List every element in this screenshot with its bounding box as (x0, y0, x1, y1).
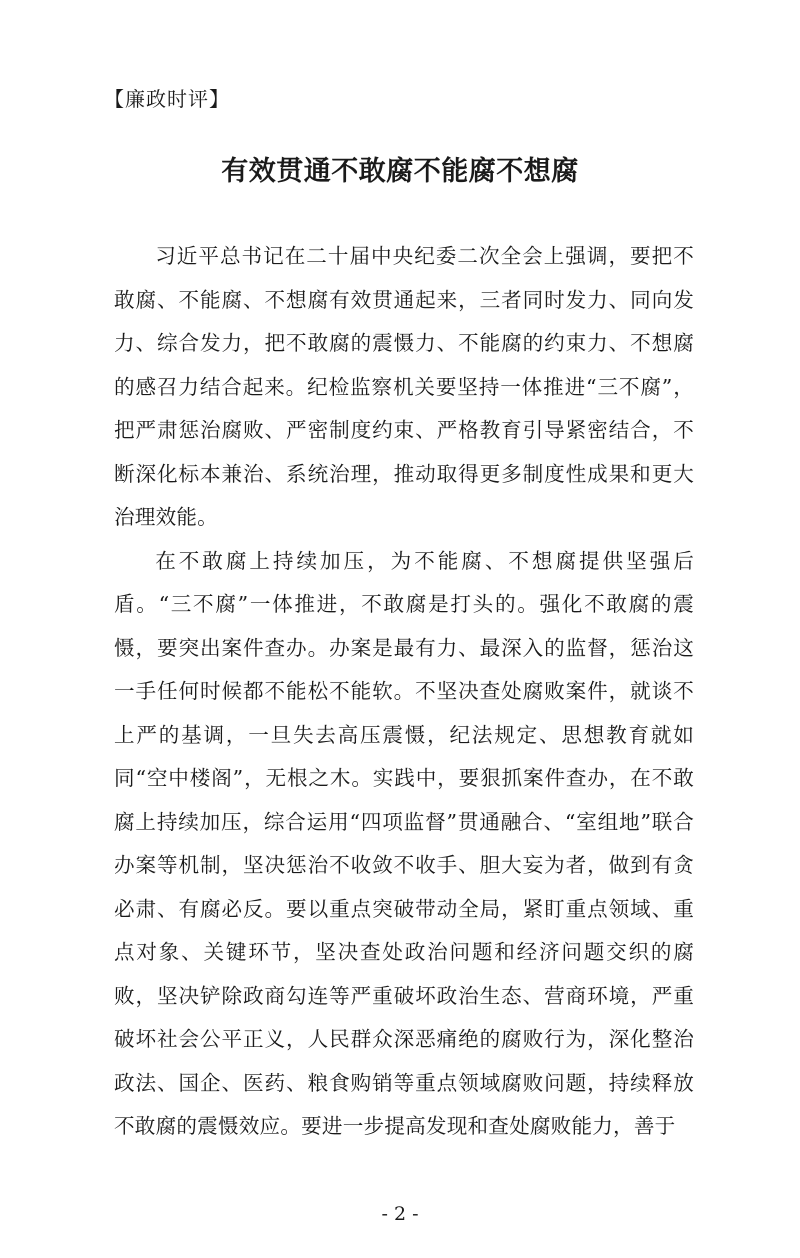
article-body (114, 235, 694, 1149)
column-tag: 【廉政时评】 (104, 87, 230, 111)
paragraph-deterrence: 在不敢腐上持续加压，为不能腐、不想腐提供坚强后盾。“三不腐”一体推进，不敢腐是打头的。强化不敢腐的震慑，要突出案件查办。办案是最有力、最深入的监督，惩治这一手任何时候都不能松不能软。不坚决查处腐败案件，就谈不上严的基调，一旦失去高压震慑，纪法规定、思想教育就如同“空中楼阁”，无根之木。实践中，要狠抓案件查办，在不敢腐上持续加压，综合运用“四项监督”贯通融合、“室组地”联合办案等机制，坚决惩治不收敛不收手、胆大妄为者，做到有贪必肃、有腐必反。要以重点突破带动全局，紧盯重点领域、重点对象、关键环节，坚决查处政治问题和经济问题交织的腐败，坚决铲除政商勾连等严重破坏政治生态、营商环境，严重破坏社会公平正义，人民群众深恶痛绝的腐败行为，深化整治政法、国企、医药、粮食购销等重点领域腐败问题，持续释放不敢腐的震慑效应。要进一步提高发现和查处腐败能力，善于 (114, 548, 694, 1138)
paragraph-intro: 习近平总书记在二十届中央纪委二次全会上强调，要把不敢腐、不能腐、不想腐有效贯通起来，三者同时发力、同向发力、综合发力，把不敢腐的震慑力、不能腐的约束力、不想腐的感召力结合起来。纪检监察机关要坚持一体推进“三不腐”，把严肃惩治腐败、严密制度约束、严格教育引导紧密结合，不断深化标本兼治、系统治理，推动取得更多制度性成果和更大治理效能。 (114, 244, 694, 529)
article-title: 有效贯通不敢腐不能腐不想腐 (221, 156, 579, 187)
page-number: - 2 - (381, 1203, 419, 1225)
